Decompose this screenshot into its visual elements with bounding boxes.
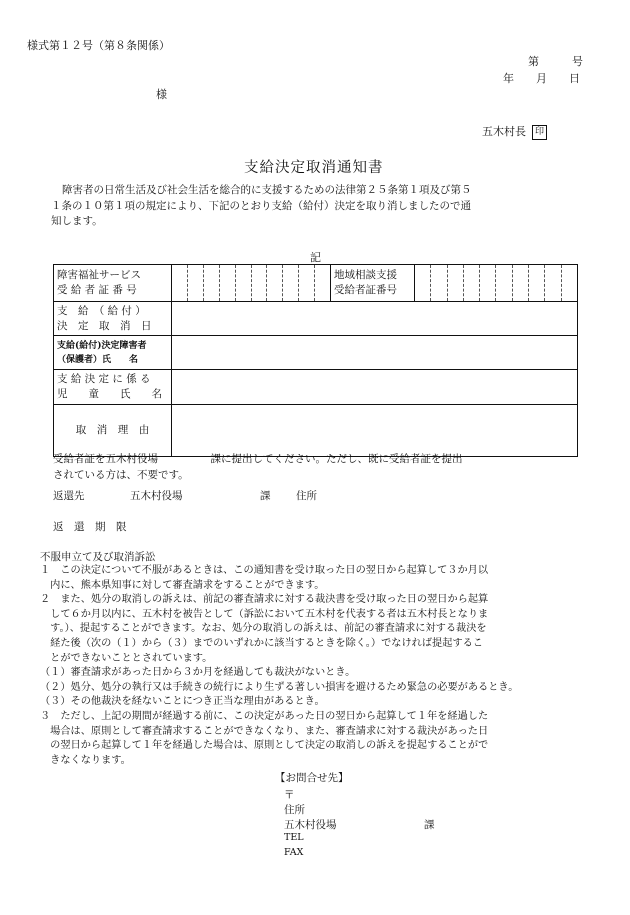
service-recipient-number-field[interactable]: [172, 265, 331, 302]
appeal-line: （２）処分、処分の執行又は手続きの続行により生ずる著しい損害を避けるため緊急の必要があるとき。: [40, 681, 519, 693]
cancellation-reason-label: 取 消 理 由: [54, 405, 172, 457]
return-destination-address: 住所: [296, 490, 317, 502]
table-row: [54, 265, 578, 302]
return-note: [53, 452, 463, 483]
ki-heading: 記: [310, 251, 321, 264]
appeal-line: とができないこととされています。: [40, 652, 213, 664]
issuer: [482, 123, 547, 140]
appeal-body: [40, 564, 518, 768]
issuer-name: 五木村長: [482, 125, 526, 138]
appeal-line: 場合は、原則として審査請求することができなくなり、また、審査請求に対する裁決があった日: [40, 725, 489, 737]
appeal-line: の翌日から起算して１年を経過した場合は、原則として決定の取消しの訴えを提起することがで: [40, 740, 489, 752]
table-row: [54, 336, 578, 370]
return-deadline-label: 返 還 期 限: [53, 521, 127, 533]
seal-mark: 印: [532, 125, 547, 140]
appeal-line: １ この決定について不服があるときは、この通知書を受け取った日の翌日から起算して３か月以: [40, 565, 489, 576]
community-support-number-label: 地域相談支援 受給者証番号: [331, 265, 415, 302]
child-name-label: 支 給 決 定 に 係 る 児 童 氏 名: [54, 370, 172, 405]
return-destination-ka: 課: [260, 490, 271, 502]
table-row: [54, 405, 578, 457]
recipient-name-label: 支給(給付)決定障害者 （保護者）氏 名: [54, 336, 172, 370]
table-row: [54, 370, 578, 405]
service-recipient-number-label: 障害福祉サービス 受 給 者 証 番 号: [54, 265, 172, 302]
return-destination-label: 返還先: [53, 490, 85, 502]
intro-line: １条の１０第１項の規定により、下記のとおり支給（給付）決定を取り消しましたので通: [51, 199, 471, 212]
document-title: 支給決定取消通知書: [244, 160, 384, 176]
appeal-line: （３）その他裁決を経ないことにつき正当な理由があるとき。: [40, 696, 325, 708]
contact-heading: 【お問合せ先】: [275, 772, 349, 784]
appeal-line: す。）、提起することができます。なお、処分の取消しの訴えは、前記の審査請求に対する裁決を: [40, 623, 487, 635]
cancellation-date-label: 支 給 （ 給 付 ） 決 定 取 消 日: [54, 302, 172, 336]
intro-paragraph: [40, 183, 472, 230]
appeal-line: 内に、熊本県知事に対して審査請求をすることができます。: [40, 579, 325, 591]
contact-ka: 課: [424, 819, 435, 831]
intro-line: 障害者の日常生活及び社会生活を総合的に支援するための法律第２５条第１項及び第５: [62, 184, 472, 196]
cancellation-reason-field[interactable]: [172, 405, 578, 457]
return-note-line: 受給者証を五木村役場 課に提出してください。ただし、既に受給者証を提出: [53, 453, 463, 465]
community-support-number-field[interactable]: [415, 265, 578, 302]
appeal-line: （１）審査請求があった日から３か月を経過しても裁決がないとき。: [40, 667, 356, 679]
cancellation-date-field[interactable]: [172, 302, 578, 336]
return-note-line: されている方は、不要です。: [53, 468, 189, 481]
addressee-suffix: 様: [156, 88, 167, 101]
form-number: 様式第１２号（第８条関係）: [27, 39, 170, 52]
appeal-line: して６か月以内に、五木村を被告として（訴訟において五木村を代表する者は五木村長となりま: [40, 608, 489, 620]
child-name-field[interactable]: [172, 370, 578, 405]
return-destination-office: 五木村役場: [130, 490, 183, 502]
issue-date: 年 月 日: [503, 72, 580, 85]
contact-office: 五木村役場: [284, 819, 337, 831]
appeal-line: きなくなります。: [40, 754, 131, 766]
appeal-heading: 不服申立て及び取消訴訟: [40, 551, 156, 563]
contact-fax: FAX: [284, 847, 304, 858]
appeal-line: 経た後（次の（１）から（３）までのいずれかに該当するときを除く。）でなければ提起するこ: [40, 637, 483, 649]
intro-line: 知します。: [51, 215, 103, 227]
digit-boxes: [415, 265, 577, 301]
table-row: [54, 302, 578, 336]
appeal-line: ３ ただし、上記の期間が経過する前に、この決定があった日の翌日から起算して１年を経過した: [40, 710, 489, 722]
contact-postal: 〒: [284, 789, 295, 801]
recipient-name-field[interactable]: [172, 336, 578, 370]
appeal-line: ２ また、処分の取消しの訴えは、前記の審査請求に対する裁決書を受け取った日の翌日から起算: [40, 594, 489, 606]
document-number: 第 号: [528, 55, 583, 68]
contact-tel: TEL: [284, 832, 304, 843]
digit-boxes: [172, 265, 330, 301]
notice-table: [53, 264, 578, 457]
contact-address: 住所: [284, 804, 305, 816]
